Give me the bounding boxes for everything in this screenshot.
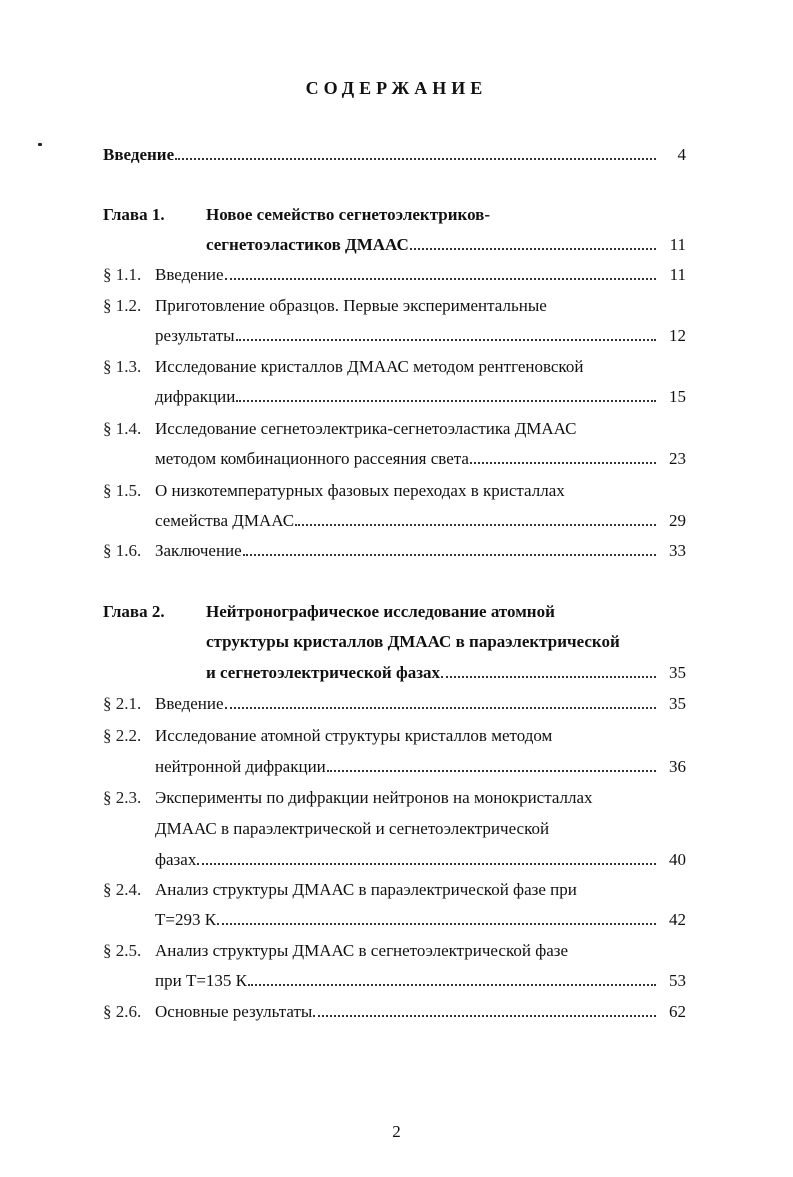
dot-leader [441, 676, 656, 678]
dot-leader [410, 248, 656, 250]
section-title: Анализ структуры ДМААС в сегнетоэлектрической фазе [155, 941, 569, 960]
section-title: Заключение [155, 541, 242, 560]
section-number: § 2.6. [103, 1002, 142, 1021]
section-page: 12 [669, 326, 686, 345]
dot-leader [470, 462, 656, 464]
section-title: результаты [155, 326, 235, 345]
section-number: § 2.3. [103, 788, 142, 807]
dot-leader [175, 158, 656, 160]
dot-leader [217, 923, 656, 925]
section-page: 11 [669, 265, 686, 284]
scan-speck [38, 143, 42, 146]
section-number: § 1.2. [103, 296, 142, 315]
section-number: § 2.4. [103, 880, 142, 899]
section-title: дифракции [155, 387, 236, 406]
section-title: Приготовление образцов. Первые экспериментальные [155, 296, 547, 315]
section-page: 40 [669, 850, 686, 869]
chapter-title-line: структуры кристаллов ДМААС в параэлектрической [206, 632, 620, 651]
section-number: § 2.2. [103, 726, 142, 745]
dot-leader [225, 278, 656, 280]
section-title: Т=293 К [155, 910, 217, 929]
dot-leader [313, 1015, 656, 1017]
dot-leader [236, 339, 656, 341]
section-page: 36 [669, 757, 686, 776]
dot-leader [248, 984, 656, 986]
section-title: фазах [155, 850, 197, 869]
dot-leader [225, 707, 656, 709]
page-number: 2 [392, 1122, 401, 1141]
page-title: СОДЕРЖАНИЕ [305, 78, 488, 98]
toc-intro-page: 4 [677, 145, 686, 164]
dot-leader [327, 770, 656, 772]
section-title: Основные результаты [155, 1002, 313, 1021]
chapter-page: 35 [669, 663, 686, 682]
chapter-title-line: и сегнетоэлектрической фазах [206, 663, 441, 682]
chapter-page: 11 [669, 235, 686, 254]
section-number: § 1.6. [103, 541, 142, 560]
section-number: § 1.3. [103, 357, 142, 376]
chapter-title-line: Нейтронографическое исследование атомной [206, 602, 555, 621]
section-page: 42 [669, 910, 686, 929]
dot-leader [295, 524, 656, 526]
section-page: 62 [669, 1002, 686, 1021]
section-title: Введение [155, 265, 224, 284]
section-number: § 1.4. [103, 419, 142, 438]
section-title: Исследование сегнетоэлектрика-сегнетоэластика ДМААС [155, 419, 577, 438]
section-title: семейства ДМААС [155, 511, 295, 530]
section-number: § 1.5. [103, 481, 142, 500]
dot-leader [236, 400, 656, 402]
section-page: 23 [669, 449, 686, 468]
section-number: § 1.1. [103, 265, 142, 284]
chapter-label: Глава 2. [103, 602, 165, 621]
section-page: 29 [669, 511, 686, 530]
section-title: О низкотемпературных фазовых переходах в кристаллах [155, 481, 565, 500]
section-page: 15 [669, 387, 686, 406]
section-number: § 2.5. [103, 941, 142, 960]
section-title: Исследование атомной структуры кристаллов методом [155, 726, 553, 745]
section-title: Введение [155, 694, 224, 713]
section-page: 53 [669, 971, 686, 990]
section-number: § 2.1. [103, 694, 142, 713]
chapter-title-line: Новое семейство сегнетоэлектриков- [206, 205, 490, 224]
section-title: методом комбинационного рассеяния света [155, 449, 469, 468]
section-title: нейтронной дифракции [155, 757, 326, 776]
section-title: Анализ структуры ДМААС в параэлектрической фазе при [155, 880, 577, 899]
chapter-title-line: сегнетоэластиков ДМААС [206, 235, 409, 254]
section-title: Исследование кристаллов ДМААС методом рентгеновской [155, 357, 584, 376]
section-title: ДМААС в параэлектрической и сегнетоэлектрической [155, 819, 550, 838]
chapter-label: Глава 1. [103, 205, 165, 224]
section-page: 33 [669, 541, 686, 560]
section-title: Эксперименты по дифракции нейтронов на монокристаллах [155, 788, 593, 807]
section-page: 35 [669, 694, 686, 713]
section-title: при Т=135 К [155, 971, 248, 990]
toc-intro-label: Введение [103, 145, 175, 164]
dot-leader [197, 863, 656, 865]
dot-leader [243, 554, 656, 556]
